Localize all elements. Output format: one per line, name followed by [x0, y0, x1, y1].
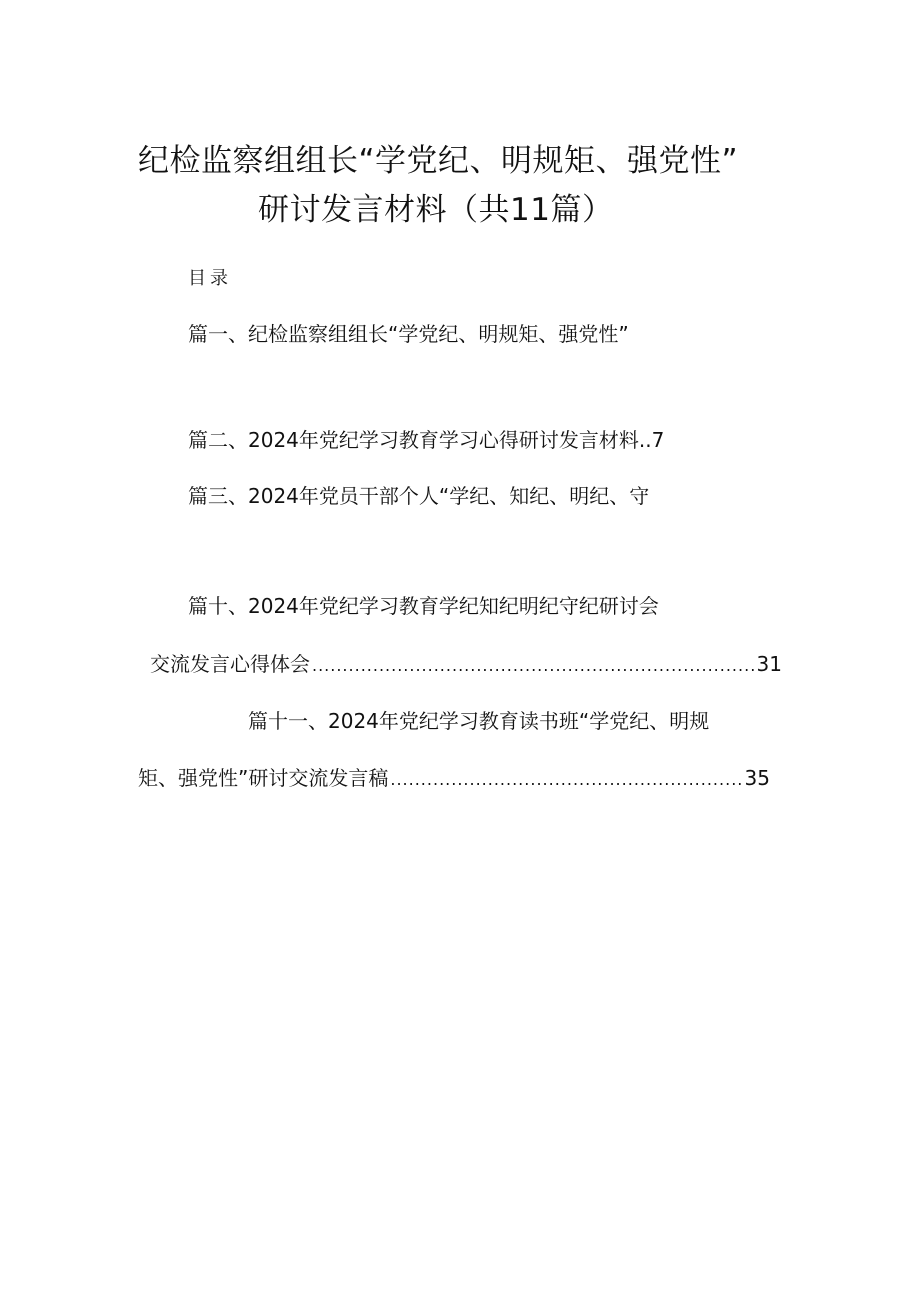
dot-leader: [390, 770, 742, 789]
toc-entry-1[interactable]: 篇一、纪检监察组组长“学党纪、明规矩、强党性”: [188, 322, 629, 346]
toc-heading: 目录: [188, 268, 232, 289]
toc-entry-2[interactable]: 篇二、2024年党纪学习教育学习心得研讨发言材料..7: [188, 428, 665, 452]
toc-entry-11-page-number: 35: [744, 766, 770, 790]
toc-entry-10-continuation[interactable]: [150, 648, 782, 677]
toc-entry-3[interactable]: 篇三、2024年党员干部个人“学纪、知纪、明纪、守: [188, 484, 650, 508]
toc-entry-11[interactable]: 篇十一、2024年党纪学习教育读书班“学党纪、明规: [248, 709, 710, 733]
dot-leader: [312, 656, 755, 675]
toc-entry-11-continuation-text: 矩、强党性”研讨交流发言稿: [138, 766, 389, 790]
document-title-line-1: 纪检监察组组长“学党纪、明规矩、强党性”: [138, 143, 739, 179]
document-title-line-2: 研讨发言材料（共11篇）: [258, 192, 614, 228]
toc-entry-10-continuation-text: 交流发言心得体会: [150, 652, 310, 676]
toc-entry-10-page-number: 31: [756, 652, 782, 676]
toc-entry-11-continuation[interactable]: [138, 762, 770, 791]
toc-entry-10[interactable]: 篇十、2024年党纪学习教育学纪知纪明纪守纪研讨会: [188, 594, 659, 618]
